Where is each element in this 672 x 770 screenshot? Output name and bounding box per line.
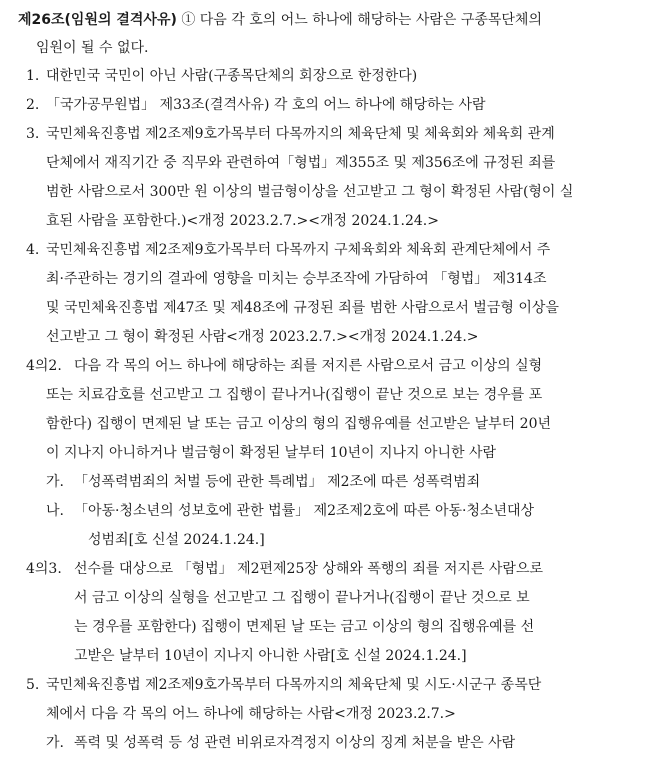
item-5-sub-ga: 폭력 및 성폭력 등 성 관련 비위로자격정지 이상의 징계 처분을 받은 사람 xyxy=(74,735,516,751)
article-heading: 제26조(임원의 결격사유) xyxy=(18,12,177,28)
article-intro-line-1 xyxy=(18,11,672,29)
item-4-2-number: 4의2. xyxy=(26,358,62,374)
item-4-line-1: 국민체육진흥법 제2조제9호가목부터 다목까지 구체육회와 체육회 관계단체에서 주 xyxy=(46,242,551,258)
item-3-line-3: 범한 사람으로서 300만 원 이상의 벌금형이상을 선고받고 그 형이 확정된 사람(형이 실 xyxy=(46,184,574,200)
item-5-number: 5. xyxy=(26,677,40,693)
item-4-line-2: 최·주관하는 경기의 결과에 영향을 미치는 승부조작에 가담하여 「형법」 제314조 xyxy=(46,271,547,287)
item-4-line-4: 선고받고 그 형이 확정된 사람<개정 2023.2.7.><개정 2024.1.24.> xyxy=(46,329,479,345)
item-4-2-sub-na-line-2: 성범죄[호 신설 2024.1.24.] xyxy=(88,532,265,548)
item-4-number: 4. xyxy=(26,242,40,258)
item-4-2-line-1: 다음 각 목의 어느 하나에 해당하는 죄를 저지른 사람으로서 금고 이상의 실형 xyxy=(74,358,543,374)
item-4-3-line-3: 는 경우를 포함한다) 집행이 면제된 날 또는 금고 이상의 형의 집행유예를 선 xyxy=(74,619,535,635)
item-3-line-2: 단체에서 재직기간 중 직무와 관련하여「형법」제355조 및 제356조에 규정된 죄를 xyxy=(46,155,556,171)
item-3-line-1: 국민체육진흥법 제2조제9호가목부터 다목까지의 체육단체 및 체육회와 체육회 관계 xyxy=(46,126,555,142)
item-1-number: 1. xyxy=(26,68,40,84)
item-4-3-number: 4의3. xyxy=(26,561,62,577)
item-4-3-line-1: 선수를 대상으로 「형법」 제2편제25장 상해와 폭행의 죄를 저지른 사람으로 xyxy=(74,561,543,577)
item-4-2-line-4: 이 지나지 아니하거나 벌금형이 확정된 날부터 10년이 지나지 아니한 사람 xyxy=(46,445,497,461)
item-3-number: 3. xyxy=(26,126,40,142)
item-4-2-sub-na-number: 나. xyxy=(46,503,64,519)
item-4-2-sub-ga-number: 가. xyxy=(46,474,64,490)
item-5-line-1: 국민체육진흥법 제2조제9호가목부터 다목까지의 체육단체 및 시도·시군구 종목단 xyxy=(46,677,542,693)
item-4-3-line-4: 고받은 날부터 10년이 지나지 아니한 사람[호 신설 2024.1.24.] xyxy=(74,648,467,664)
article-intro-text: ① 다음 각 호의 어느 하나에 해당하는 사람은 구종목단체의 xyxy=(181,12,542,28)
item-4-2-line-3: 함한다) 집행이 면제된 날 또는 금고 이상의 형의 집행유예를 선고받은 날부터 20년 xyxy=(46,416,551,432)
item-4-2-sub-ga: 「성폭력범죄의 처벌 등에 관한 특례법」 제2조에 따른 성폭력범죄 xyxy=(74,474,481,490)
item-4-line-3: 및 국민체육진흥법 제47조 및 제48조에 규정된 죄를 범한 사람으로서 벌금형 이상을 xyxy=(46,300,559,316)
item-5-sub-ga-number: 가. xyxy=(46,735,64,751)
item-1-line-1: 대한민국 국민이 아닌 사람(구종목단체의 회장으로 한정한다) xyxy=(46,68,418,84)
item-4-2-line-2: 또는 치료감호를 선고받고 그 집행이 끝나거나(집행이 끝난 것으로 보는 경우를 포 xyxy=(46,387,543,403)
item-3-line-4: 효된 사람을 포함한다.)<개정 2023.2.7.><개정 2024.1.24.> xyxy=(46,213,439,229)
item-2-line-1: 「국가공무원법」 제33조(결격사유) 각 호의 어느 하나에 해당하는 사람 xyxy=(46,97,486,113)
item-5-line-2: 체에서 다음 각 목의 어느 하나에 해당하는 사람<개정 2023.2.7.> xyxy=(46,706,456,722)
item-4-3-line-2: 서 금고 이상의 실형을 선고받고 그 집행이 끝나거나(집행이 끝난 것으로 보 xyxy=(74,590,530,606)
item-2-number: 2. xyxy=(26,97,40,113)
item-4-2-sub-na-line-1: 「아동·청소년의 성보호에 관한 법률」 제2조제2호에 따른 아동·청소년대상 xyxy=(74,503,535,519)
article-intro-line-2: 임원이 될 수 없다. xyxy=(36,40,149,56)
